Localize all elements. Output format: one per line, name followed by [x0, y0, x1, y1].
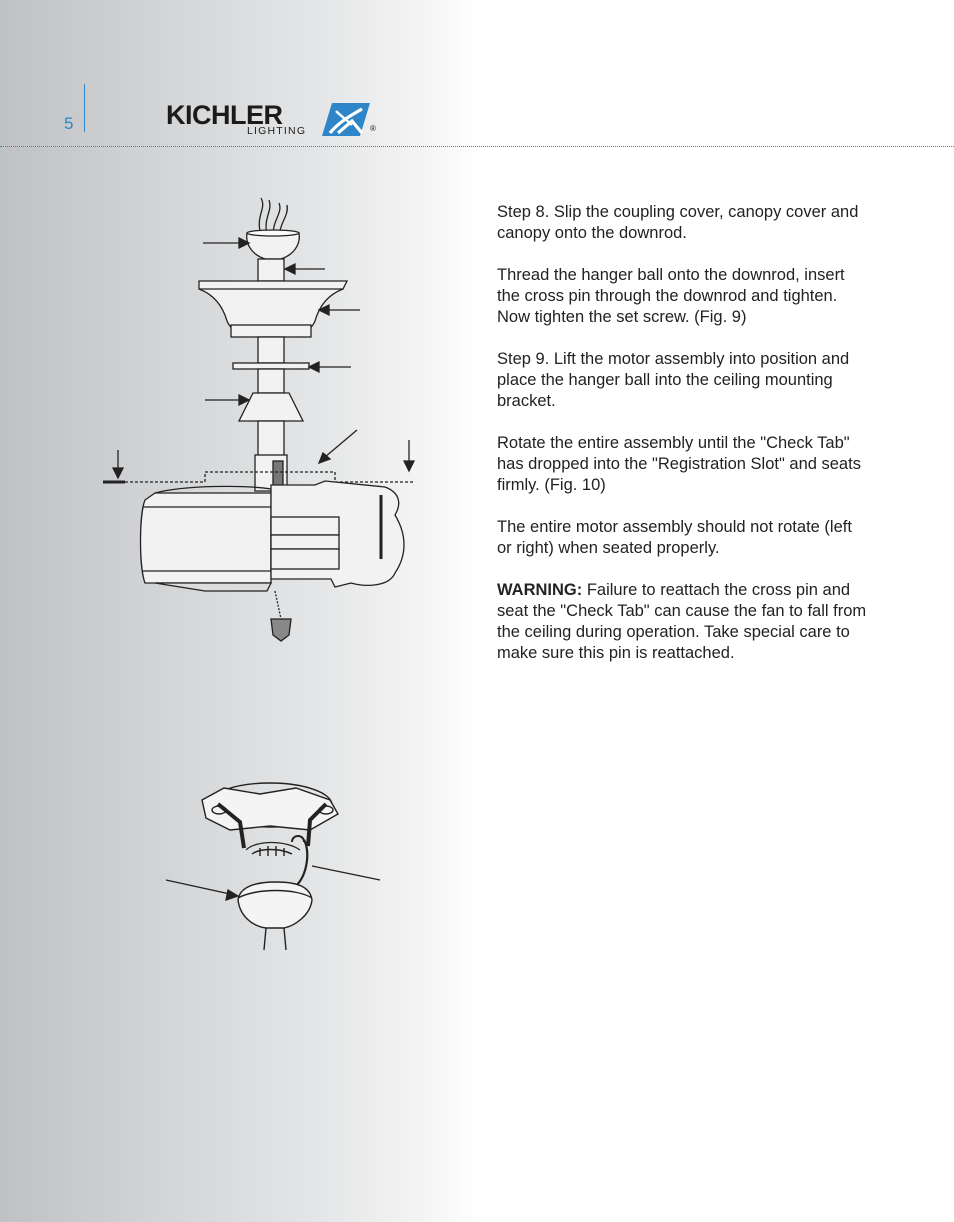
mounting-bracket-figure: [160, 770, 385, 950]
header-dotted-divider: [0, 146, 954, 147]
instruction-step-8: Step 8. Slip the coupling cover, canopy cover and canopy onto the downrod.: [497, 203, 859, 242]
warning-label: WARNING:: [497, 581, 583, 599]
instructions-text: [497, 202, 869, 685]
instruction-hanger-ball: Thread the hanger ball onto the downrod, insert the cross pin through the downrod and tighten. Now tighten the set screw. (Fig. 9): [497, 266, 845, 326]
instruction-seated: The entire motor assembly should not rotate (left or right) when seated properly.: [497, 518, 852, 557]
kichler-logo: [166, 100, 378, 140]
kichler-swoosh-icon: [322, 103, 370, 136]
page-header: [0, 0, 954, 150]
page-number: 5: [64, 114, 74, 133]
logo-registered: ®: [370, 124, 376, 133]
warning-paragraph: [497, 580, 869, 664]
logo-sub: LIGHTING: [247, 125, 307, 137]
instruction-step-9: Step 9. Lift the motor assembly into position and place the hanger ball into the ceiling mounting bracket.: [497, 350, 850, 410]
logo-brand: KICHLER: [166, 100, 283, 130]
warning-text: Failure to reattach the cross pin and seat the "Check Tab" can cause the fan to fall from the ceiling during operation. Take special care to make sure this pin is reattached.: [497, 581, 867, 662]
fan-assembly-figure: [95, 195, 430, 650]
instruction-rotate: Rotate the entire assembly until the "Check Tab" has dropped into the "Registration Slot" and seats firmly. (Fig. 10): [497, 434, 861, 494]
page-number-rule: [84, 84, 85, 132]
